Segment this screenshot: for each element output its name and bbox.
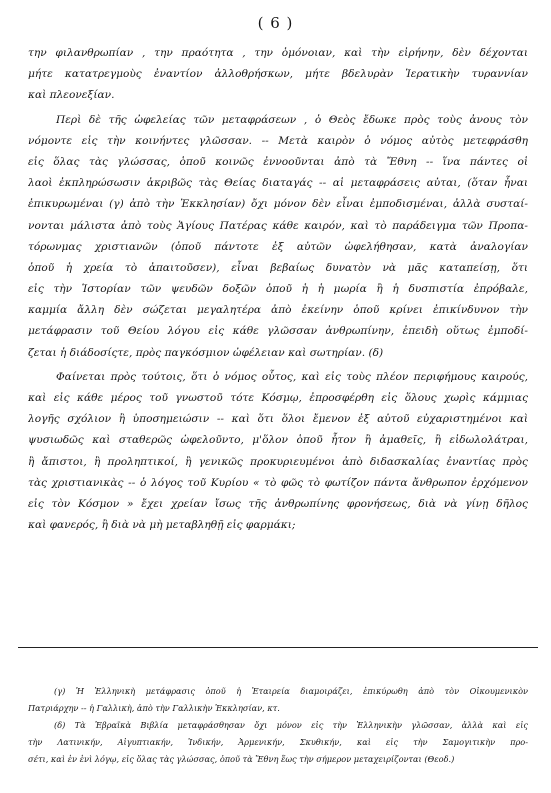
footnote bbox=[28, 717, 528, 768]
footnote-line: τὴν Λατινικήν, Αἰγυπτιακήν, Ἰνδικήν, Ἀρμενικήν, Σκυθικήν, καὶ εἰς τὴν Σαμογιτικὴν προ- bbox=[28, 737, 528, 747]
text-line: καὶ πλεονεξίαν. bbox=[28, 89, 115, 102]
text-line: καὶ εἰς κάθε μέρος τοῦ γνωστοῦ τότε Κόσμῳ, ἐπροσφέρθη εἰς ὅλους χωρὶς κάμμιας bbox=[28, 392, 528, 404]
text-line: ἐπικυρωμέναι (γ) ἀπὸ τὴν Ἐκκλησίαν) ὄχι μόνον δὲν εἶναι ἐμποδισμέναι, ἀλλὰ συσταί- bbox=[28, 198, 528, 211]
footnote-divider bbox=[18, 647, 538, 648]
text-line: καμμία ἄλλη δὲν σώζεται μεγαλητέρα ἀπὸ ἐκείνην ὁποῦ κρίνει ἐπικίνδυνον τὴν bbox=[28, 304, 528, 317]
text-line: εἰς τὸν Κόσμον » ἔχει χρείαν ἴσως τῆς ἀνθρωπίνης φρονήσεως, διὰ νὰ γίνῃ δῆλος bbox=[28, 497, 528, 510]
text-line: εἰς ὅλας τὰς γλώσσας, ὁποῦ κοινῶς ἐννοοῦνται ἀπὸ τὰ Ἔθνη -- ἵνα πάντες οἱ bbox=[28, 155, 528, 168]
text-line: καὶ φανερός, ἢ διὰ νὰ μὴ μεταβληθῇ εἰς φαρμάκι; bbox=[28, 519, 296, 532]
text-line: λαοὶ ἐκπληρώσωσιν ἀκριβῶς τὰς Θείας διαταγάς -- αἱ μεταφράσεις αὐται, (ὅταν ἦναι bbox=[28, 177, 528, 190]
text-line: εἰς τὴν Ἱστορίαν τῶν ψευδῶν δοξῶν ὁποῦ ἡ ἡ μωρία ἢ ἡ δυσπιστία ἐπρόβαλε, bbox=[28, 283, 528, 296]
main-text bbox=[28, 43, 528, 536]
text-line: μετάφρασιν τοῦ Θείου λόγου εἰς κάθε γλῶσσαν ἀνθρωπίνην, ἐπειδὴ οὕτως ἐμποδί- bbox=[28, 325, 528, 338]
text-line: Φαίνεται πρὸς τούτοις, ὅτι ὁ νόμος οὗτος, καὶ εἰς τοὺς πλέον περιφήμους καιρούς, bbox=[56, 370, 528, 383]
text-line: τὰς χριστιανικὰς -- ὁ λόγος τοῦ Κυρίου « τὸ φῶς τὸ φωτίζον πάντα ἄνθρωπον ἐρχόμενον bbox=[28, 476, 528, 489]
footnote-line: Πατριάρχην -- ἡ Γαλλικὴ, ἀπὸ τὴν Γαλλικὴν Ἐκκλησίαν, κτ. bbox=[28, 703, 280, 713]
text-line: Περὶ δὲ τῆς ὠφελείας τῶν μεταφράσεων , ὁ Θεὸς ἔδωκε πρὸς τοὺς ἀνους τὸν bbox=[56, 113, 528, 126]
footnote-line: (δ) Τὰ Ἑβραϊκὰ Βιβλία μεταφράσθησαν ὄχι μόνον εἰς τὴν Ἑλληνικὴν γλῶσσαν, ἀλλὰ καὶ εἰς bbox=[54, 720, 528, 730]
text-line: λογῆς σχόλιον ἢ ὑποσημειώσιν -- καὶ ὅτι ὅλοι ἔμενον ἐξ αὐτοῦ εὐχαριστημένοι καὶ bbox=[28, 413, 528, 426]
paragraph bbox=[28, 43, 528, 107]
text-line: τόρωνμας χριστιανῶν (ὁποῦ πάντοτε ἐξ αὐτῶν ὠφελήθησαν, κατὰ ἀναλογίαν bbox=[28, 240, 528, 253]
text-line: ζεται ἡ διάδοσίςτε, πρὸς παγκόσμιον ὠφέλειαν καὶ σωτηρίαν. (δ) bbox=[28, 346, 384, 359]
footnote-line: (γ) Ἡ Ἑλληνικὴ μετάφρασις ὁποῦ ἡ Ἑταιρεία διαμοιράζει, ἐπικύρωθη ἀπὸ τὸν Οἰκουμενικὸν bbox=[54, 686, 528, 696]
footnote bbox=[28, 683, 528, 717]
text-line: μήτε κατατρεγμοὺς ἐναντίον ἀλλοθρήσκων, μήτε βδελυρὰν Ἱερατικὴν τυραννίαν bbox=[28, 68, 528, 81]
page-number: ( 6 ) bbox=[257, 14, 294, 32]
text-line: ἢ ἄπιστοι, ἢ προληπτικοί, ἢ γενικῶς προκυριευμένοι ἀπὸ διδασκαλίας ἐναντίας πρὸς bbox=[28, 455, 528, 468]
text-line: ψυσιωδῶς καὶ σταθερῶς ὠφελοῦντο, μ'ὅλον ὁποῦ ἦτον ἢ ἀμαθεῖς, ἢ εἰδωλολάτραι, bbox=[28, 434, 528, 447]
text-line: ὁποῦ ἡ χρεία τὸ ἀπαιτοῦσεν), εἶναι βεβαίως δυνατὸν νὰ μᾶς καταπείσῃ, ὅτι bbox=[28, 261, 528, 274]
text-line: την φιλανθρωπίαν , την πραότητα , την ὁμόνοιαν, καὶ τὴν εἰρήνην, δὲν δέχονται bbox=[28, 47, 528, 59]
paragraph bbox=[28, 367, 528, 537]
footnotes bbox=[28, 683, 528, 768]
footnote-line: σέτι, καὶ ἐν ἑνὶ λόγῳ, εἰς ὅλας τὰς γλώσσας, ὁποῦ τὰ Ἔθνη ἕως τὴν σήμερον μεταχειρίζονται (Θεοδ.) bbox=[28, 754, 455, 764]
text-line: νονται μάλιστα ἀπὸ τοὺς Ἁγίους Πατέρας κάθε καιρόν, καὶ τὸ παράδειγμα τῶν Προπα- bbox=[28, 219, 528, 232]
paragraph bbox=[28, 110, 528, 364]
text-line: νόμοντε εἰς τὴν κοινήντες γλῶσσαν. -- Μετὰ καιρὸν ὁ νόμος αὐτὸς μετεφράσθη bbox=[28, 134, 528, 147]
